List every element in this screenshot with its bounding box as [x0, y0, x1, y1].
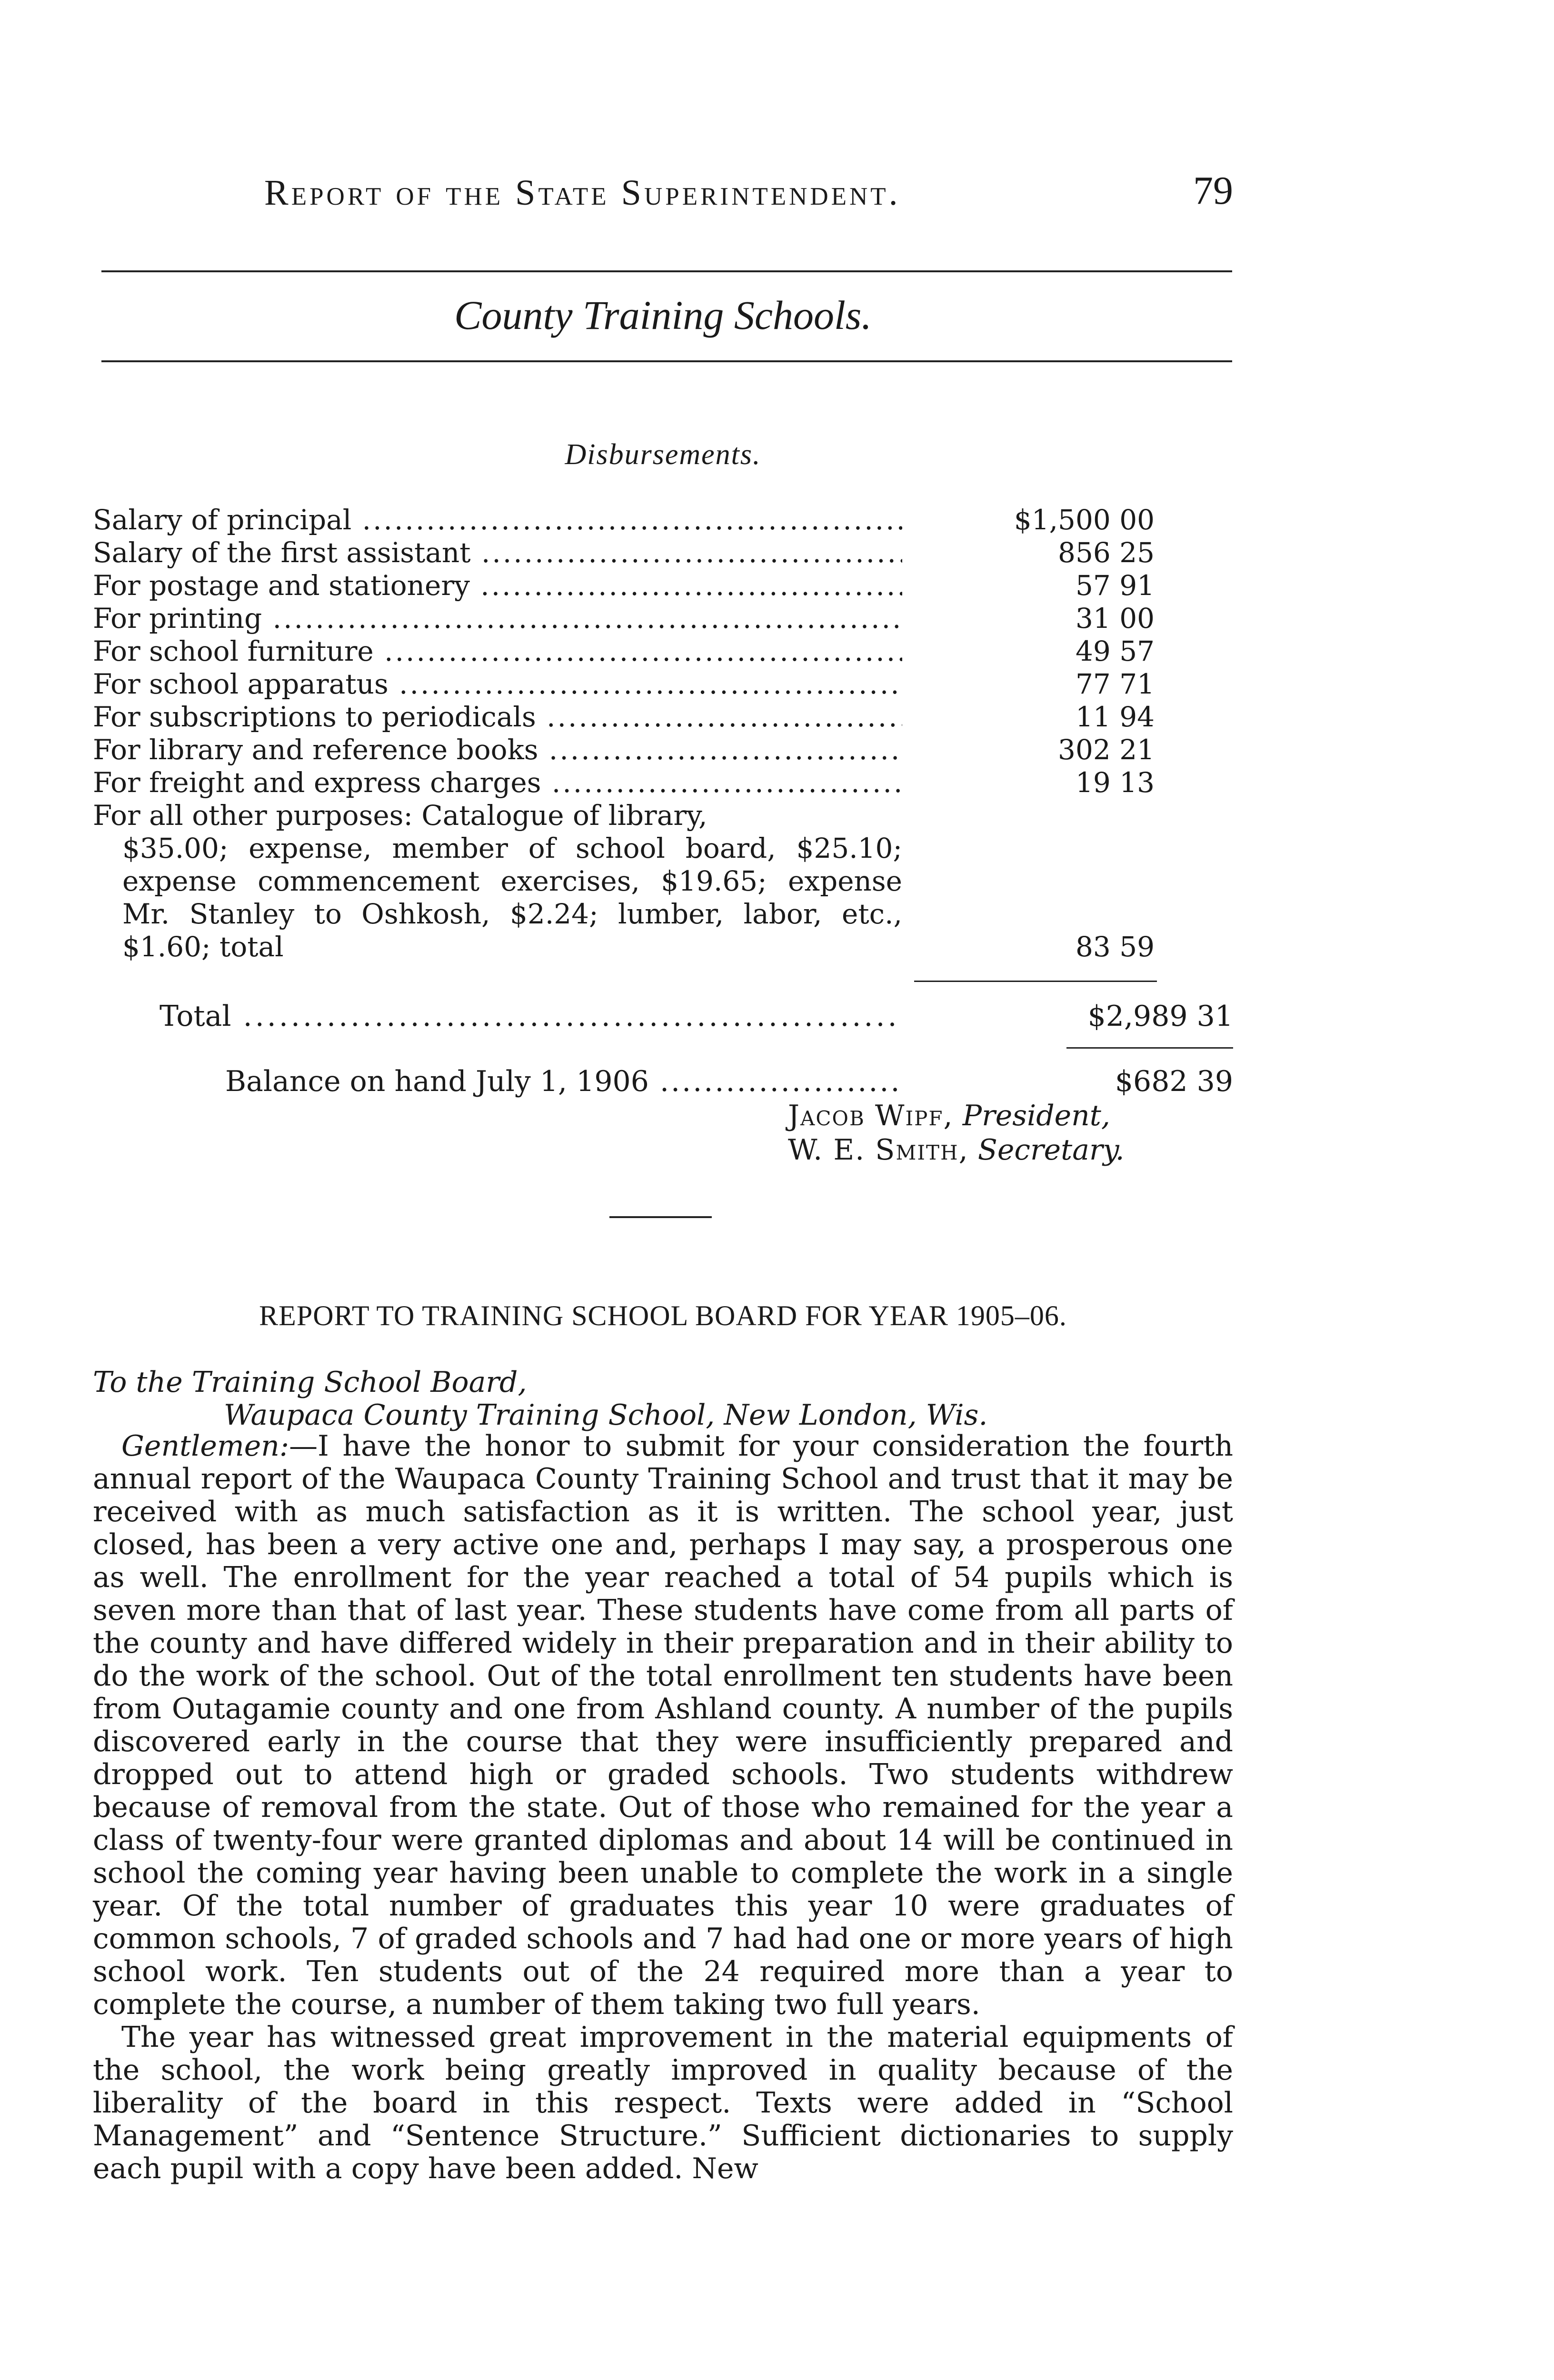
disbursements-ledger: [93, 504, 1233, 963]
ledger-row: [93, 504, 1233, 536]
total-amount: $2,989 31: [1087, 1000, 1233, 1033]
ledger-label: For freight and express charges .....: [93, 766, 902, 799]
ledger-amount: 57 91: [1075, 569, 1155, 602]
section-title: County Training Schools.: [454, 292, 872, 338]
paragraph-2: The year has witnessed great improvement in the material equipments of the school, the work being greatly improved in quality because of the liberality of the board in this respect. Texts were added in “School Management” and “Sentence Structure.” Sufficient dictionaries to supply each pupil with a copy have been added. New: [93, 2021, 1233, 2185]
running-head: [93, 169, 1233, 225]
salutation: Gentlemen:: [121, 1429, 289, 1463]
ledger-amount: 83 59: [1075, 931, 1155, 963]
ledger-row: [93, 569, 1233, 602]
secretary-name: W. E. Smith,: [788, 1133, 969, 1167]
total-row: [93, 997, 1233, 1035]
header-rule-bottom: [101, 360, 1232, 362]
other-purposes-first-line: For all other purposes: Catalogue of library,: [93, 799, 707, 832]
ledger-label: For printing .....: [93, 602, 902, 635]
ledger-row-other-purposes: [93, 799, 1233, 963]
president-name: Jacob Wipf,: [788, 1099, 954, 1132]
ledger-row: [93, 635, 1233, 668]
balance-label: Balance on hand July 1, 1906 .....: [225, 1062, 901, 1101]
subtotal-rule: [914, 981, 1157, 982]
ledger-label: For library and reference books .....: [93, 734, 902, 766]
disbursements-title: Disbursements.: [565, 438, 761, 471]
ledger-label: Salary of principal .....: [93, 504, 902, 536]
running-head-title: Report of the State Superintendent.: [264, 173, 901, 213]
address-line-1: To the Training School Board,: [93, 1366, 527, 1399]
balance-row: [93, 1062, 1233, 1101]
ledger-row: [93, 668, 1233, 701]
ledger-amount: 302 21: [1058, 734, 1155, 766]
ledger-row: [93, 701, 1233, 734]
report-body: [93, 1430, 1233, 2185]
paragraph-1-text: —I have the honor to submit for your consideration the fourth annual report of the Waupaca County Training School and trust that it may be received with as much satisfaction as it is written. The school year, just closed, has been a very active one and, perhaps I may say, a prosperous one as well. The enrollment for the year reached a total of 54 pupils which is seven more than that of last year. These students have come from all parts of the county and have differed widely in their preparation and in their ability to do the work of the school. Out of the total enrollment ten students have been from Outagamie county and one from Ashland county. A number of the pupils discovered early in the course that they were insufficiently prepared and dropped out to attend high or graded schools. Two students withdrew because of removal from the state. Out of those who remained for the year a class of twenty-four were granted diplomas and about 14 will be continued in school the coming year having been unable to complete the work in a single year. Of the total number of graduates this year 10 were graduates of common schools, 7 of graded schools and 7 had had one or more years of high school work. Ten students out of the 24 required more than a year to complete the course, a number of them taking two full years.: [93, 1429, 1233, 2021]
other-purposes-detail: $35.00; expense, member of school board, $25.10; expense commencement exercises, $19.65; expense Mr. Stanley to Oshkosh, $2.24; lumber, labor, etc., $1.60; total: [122, 832, 902, 963]
section-divider: [609, 1216, 712, 1218]
ledger-label: For school furniture .....: [93, 635, 902, 668]
signatures: [788, 1099, 1125, 1167]
ledger-amount: 49 57: [1075, 635, 1155, 667]
balance-amount: $682 39: [1115, 1065, 1233, 1098]
ledger-amount: 19 13: [1075, 766, 1155, 799]
ledger-amount: 11 94: [1075, 701, 1155, 733]
total-label: Total .....: [159, 997, 902, 1035]
ledger-label: For subscriptions to periodicals .....: [93, 701, 902, 734]
report-heading: REPORT TO TRAINING SCHOOL BOARD FOR YEAR 1905–06.: [259, 1300, 1067, 1331]
ledger-label: Salary of the first assistant .....: [93, 536, 902, 569]
address-block: [93, 1366, 1233, 1432]
ledger-row: [93, 602, 1233, 635]
ledger-row: [93, 766, 1233, 799]
secretary-title: Secretary.: [977, 1133, 1125, 1167]
address-line-2: Waupaca County Training School, New London, Wis.: [224, 1398, 988, 1432]
ledger-row: [93, 734, 1233, 766]
ledger-row: [93, 536, 1233, 569]
total-rule: [1066, 1047, 1233, 1049]
president-title: President,: [962, 1099, 1110, 1132]
ledger-amount: 31 00: [1075, 602, 1155, 635]
page-number: 79: [1193, 169, 1233, 213]
ledger-label: For postage and stationery .....: [93, 569, 902, 602]
ledger-amount: 856 25: [1058, 536, 1155, 569]
header-rule-top: [101, 270, 1232, 272]
paragraph-1: [93, 1430, 1233, 2021]
ledger-label: For school apparatus .....: [93, 668, 902, 701]
document-page: [93, 0, 1233, 2380]
ledger-amount: 77 71: [1075, 668, 1155, 700]
ledger-amount: $1,500 00: [1014, 504, 1155, 536]
